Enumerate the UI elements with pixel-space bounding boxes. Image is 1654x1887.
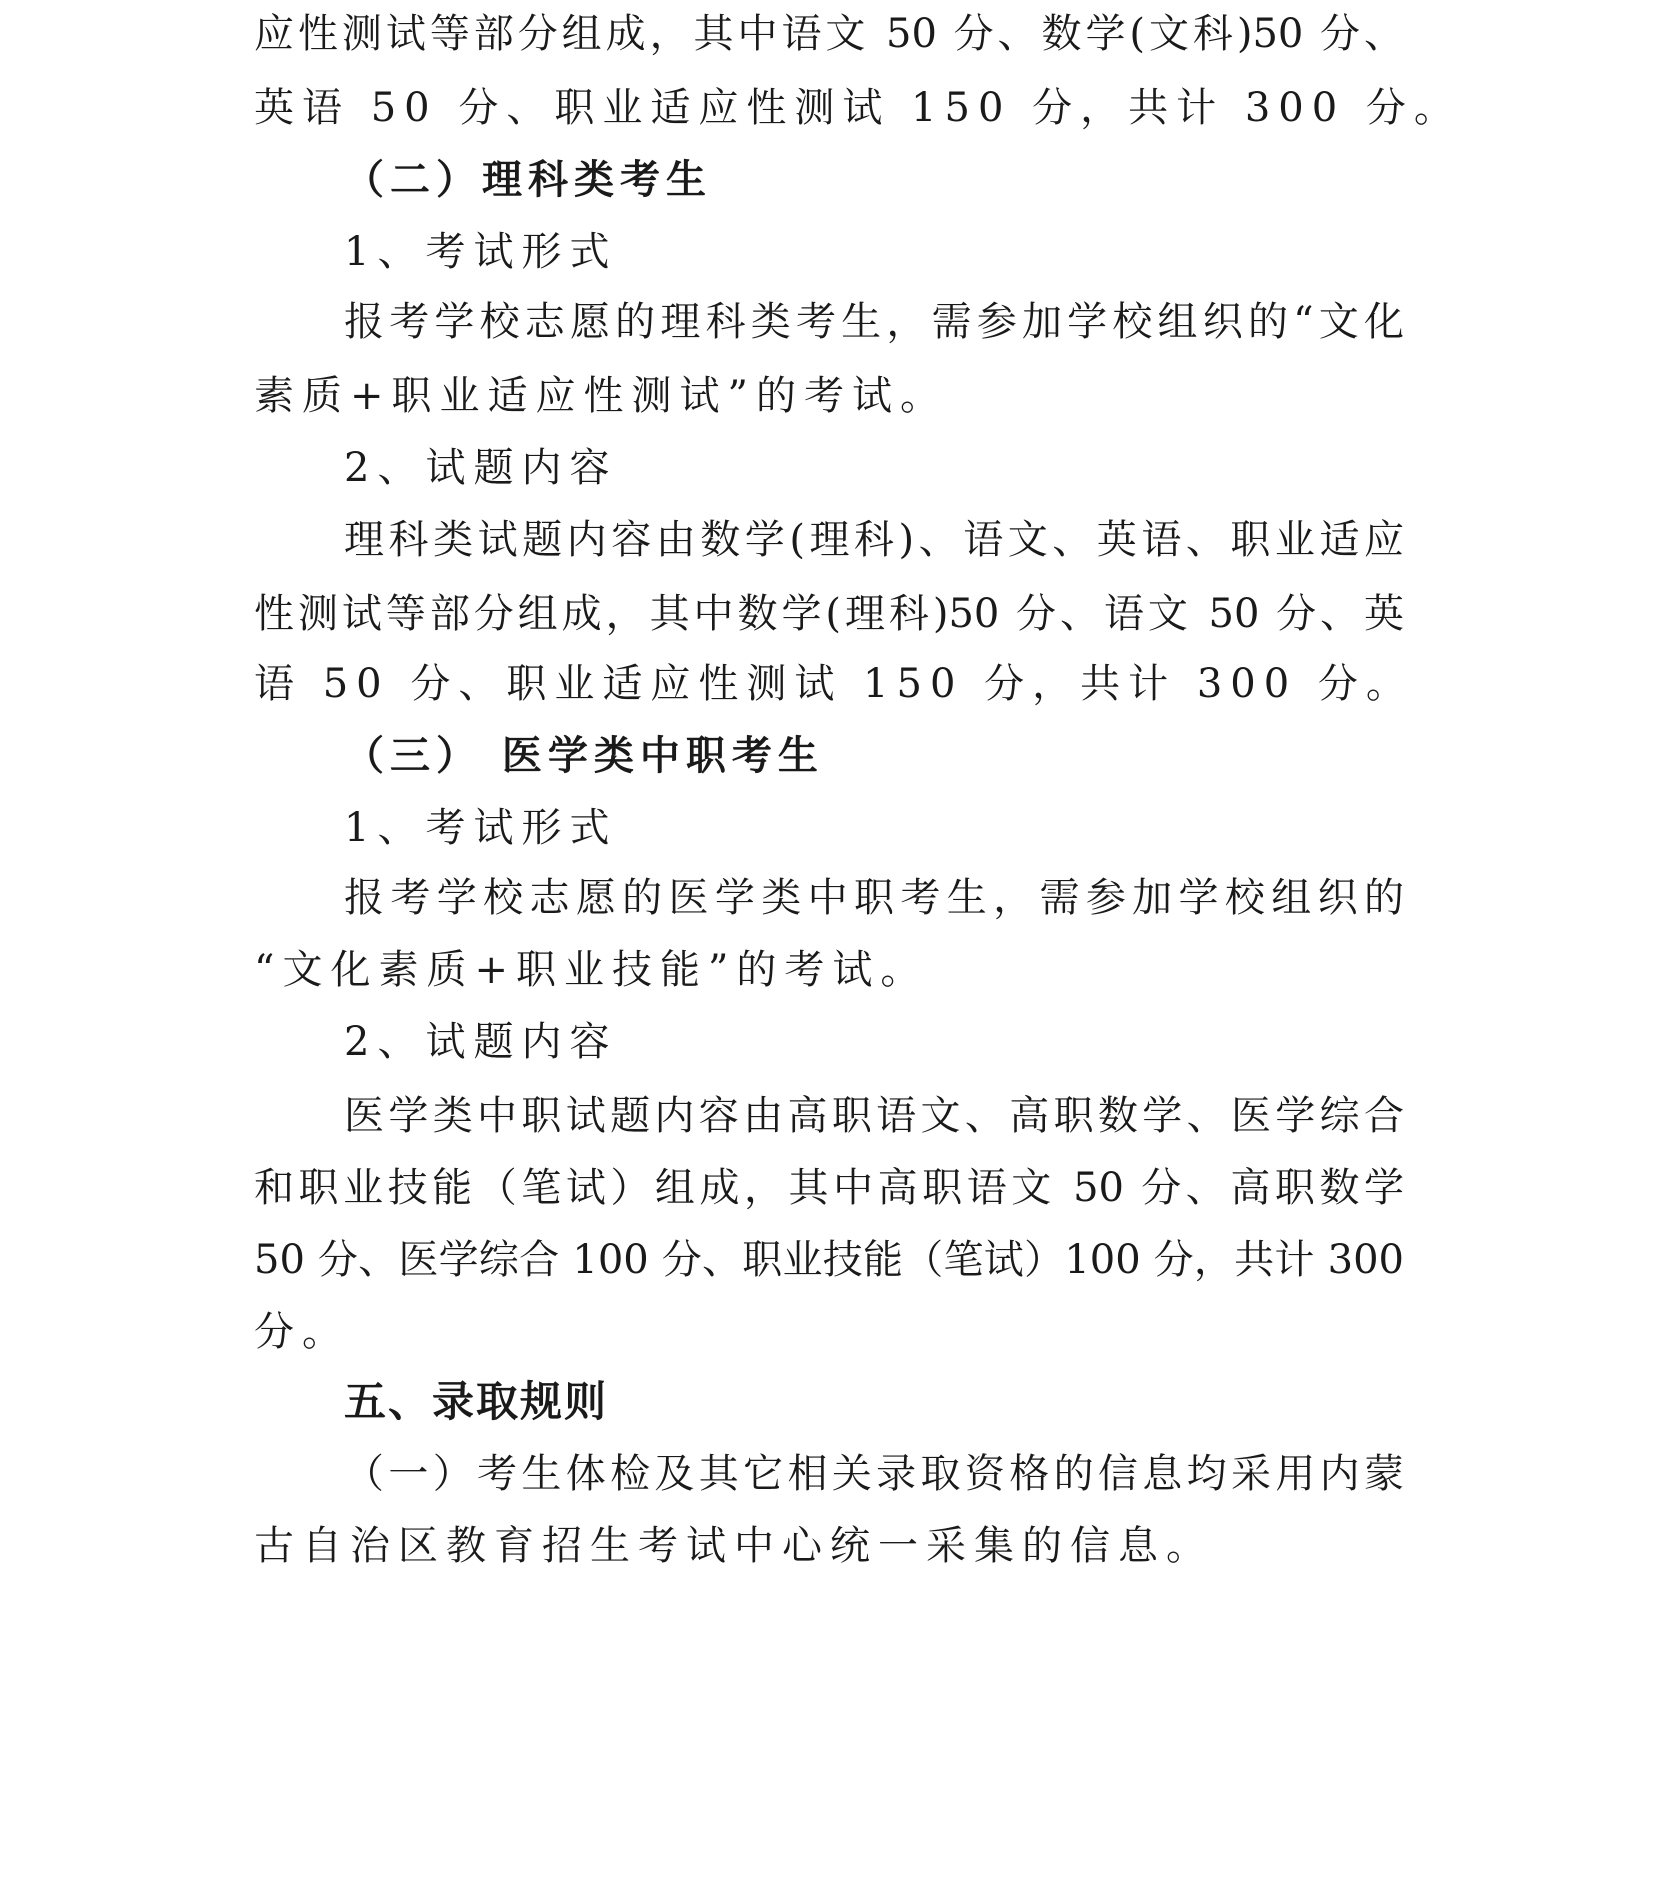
item-heading: 1、考试形式	[344, 805, 618, 851]
section-heading-admission-rules: 五、录取规则	[344, 1377, 609, 1426]
paragraph-line: 素质+职业适应性测试”的考试。	[254, 373, 948, 419]
paragraph-line: 和职业技能（笔试）组成，其中高职语文 50 分、高职数学	[254, 1165, 1404, 1211]
paragraph-line: 50 分、医学综合 100 分、职业技能（笔试）100 分，共计 300	[254, 1237, 1404, 1283]
item-heading: 2、试题内容	[344, 1019, 618, 1065]
paragraph-line: 英语 50 分、职业适应性测试 150 分，共计 300 分。	[254, 85, 1462, 131]
paragraph-line: 语 50 分、职业适应性测试 150 分，共计 300 分。	[254, 661, 1414, 707]
subsection-heading-science: （二）理科类考生	[344, 157, 712, 203]
paragraph-line: 古自治区教育招生考试中心统一采集的信息。	[254, 1523, 1214, 1569]
paragraph-line: 性测试等部分组成，其中数学(理科)50 分、语文 50 分、英	[254, 591, 1404, 637]
paragraph-line: 报考学校志愿的医学类中职考生，需参加学校组织的	[344, 875, 1404, 921]
paragraph-line: 应性测试等部分组成，其中语文 50 分、数学(文科)50 分、	[254, 11, 1404, 57]
subsection-heading-medical: （三） 医学类中职考生	[344, 733, 824, 779]
item-heading: 1、考试形式	[344, 229, 618, 275]
paragraph-line: 医学类中职试题内容由高职语文、高职数学、医学综合	[344, 1093, 1404, 1139]
paragraph-line: 报考学校志愿的理科类考生，需参加学校组织的“文化	[344, 299, 1404, 345]
paragraph-line: 分。	[254, 1309, 350, 1355]
paragraph-line: （一）考生体检及其它相关录取资格的信息均采用内蒙	[344, 1451, 1404, 1497]
paragraph-line: 理科类试题内容由数学(理科)、语文、英语、职业适应	[344, 517, 1404, 563]
item-heading: 2、试题内容	[344, 445, 618, 491]
paragraph-line: “文化素质+职业技能”的考试。	[254, 947, 929, 993]
